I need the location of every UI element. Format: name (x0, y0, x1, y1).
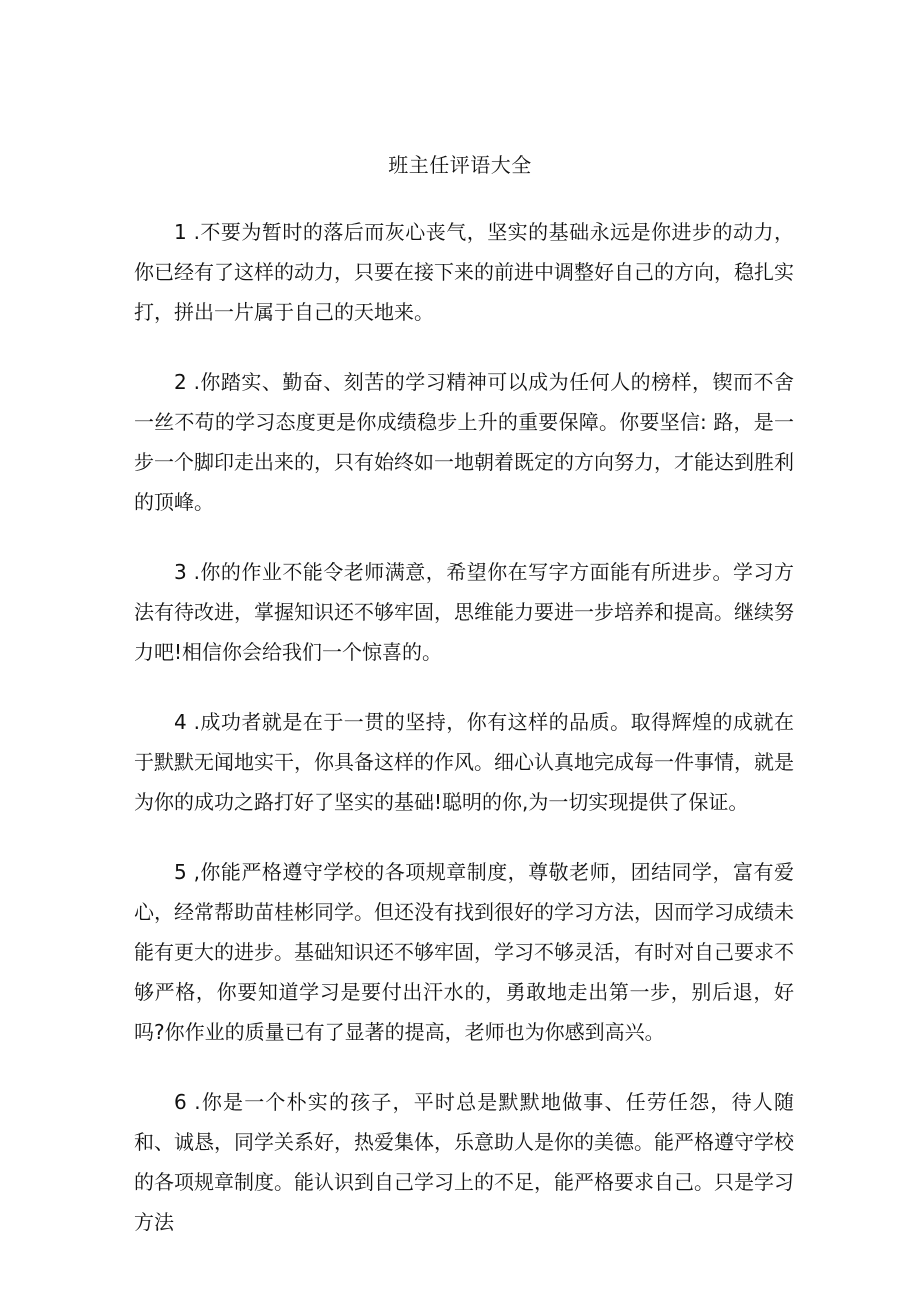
comment-paragraph-1: 1 .不要为暂时的落后而灰心丧气，坚实的基础永远是你进步的动力，你已经有了这样的动力，只要在接下来的前进中调整好自己的方向，稳扎实打，拼出一片属于自己的天地来。 (134, 220, 794, 324)
comment-paragraph-5: 5 ,你能严格遵守学校的各项规章制度，尊敬老师，团结同学，富有爱心，经常帮助苗桂彬同学。但还没有找到很好的学习方法，因而学习成绩未能有更大的进步。基础知识还不够牢固，学习不够灵活，有时对自己要求不够严格，你要知道学习是要付出汗水的，勇敢地走出第一步，别后退，好吗?你作业的质量已有了显著的提高，老师也为你感到高兴。 (134, 860, 794, 1044)
document-body (134, 212, 794, 1272)
comment-paragraph-4: 4 .成功者就是在于一贯的坚持，你有这样的品质。取得辉煌的成就在于默默无闻地实干，你具备这样的作风。细心认真地完成每一件事情，就是为你的成功之路打好了坚实的基础!聪明的你,为一切实现提供了保证。 (134, 710, 794, 814)
comment-paragraph-3: 3 .你的作业不能令老师满意，希望你在写字方面能有所进步。学习方法有待改进，掌握知识还不够牢固，思维能力要进一步培养和提高。继续努力吧!相信你会给我们一个惊喜的。 (134, 560, 794, 664)
document-title: 班主任评语大全 (388, 153, 532, 177)
comment-paragraph-6: 6 .你是一个朴实的孩子，平时总是默默地做事、任劳任怨，待人随和、诚恳，同学关系好，热爱集体，乐意助人是你的美德。能严格遵守学校的各项规章制度。能认识到自己学习上的不足，能严格要求自己。只是学习方法 (134, 1090, 794, 1234)
comment-paragraph-2: 2 .你踏实、勤奋、刻苦的学习精神可以成为任何人的榜样，锲而不舍一丝不苟的学习态度更是你成绩稳步上升的重要保障。你要坚信: 路，是一步一个脚印走出来的，只有始终如一地朝着既定的方向努力，才能达到胜利的顶峰。 (134, 370, 794, 514)
